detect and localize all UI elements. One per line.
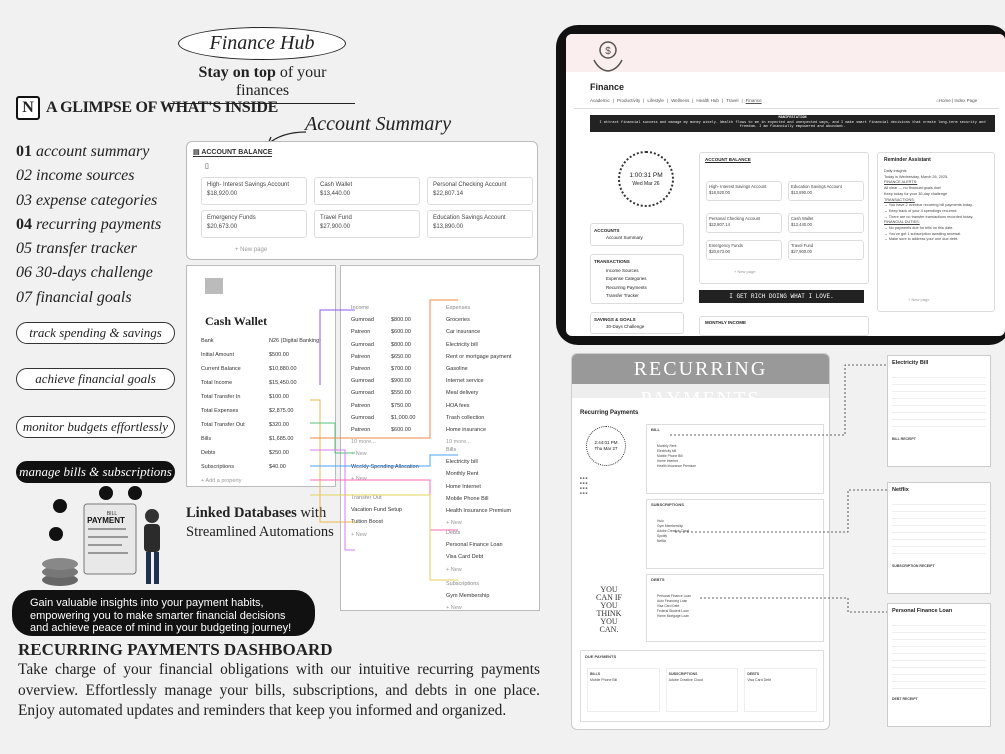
tagline-rest: of your finances xyxy=(235,64,327,99)
feature-label: expense categories xyxy=(32,191,158,209)
account-name: Cash Wallet xyxy=(320,182,353,188)
feature-num: 07 xyxy=(16,288,32,306)
due-payments-heading: DUE PAYMENTS xyxy=(585,654,617,659)
cover-band xyxy=(566,34,1005,72)
expense-row[interactable]: Rent or mortgage payment xyxy=(446,353,512,360)
income-name: Patreon xyxy=(351,402,371,409)
bill-row[interactable]: Mobile Phone Bill xyxy=(446,495,489,502)
clock-date: Wed Mar 26 xyxy=(632,181,660,187)
netflix-card xyxy=(887,482,991,594)
nav-lifestyle[interactable]: Lifestyle xyxy=(647,98,664,103)
home-icon: ⌂ xyxy=(936,98,939,103)
due-item[interactable]: Mobile Phone Bill xyxy=(590,678,618,682)
index-link[interactable]: Index Page xyxy=(954,98,978,103)
income-value: $750.00 xyxy=(391,402,411,409)
tablet-account-name: Travel Fund xyxy=(791,243,814,248)
prop-label: Total Expenses xyxy=(201,408,239,414)
due-col-heading: BILLS xyxy=(590,671,601,676)
reminder-line: Today is Wednesday, March 26, 2025. xyxy=(884,174,949,179)
bills-new-button[interactable]: + New xyxy=(446,520,462,527)
recurring-dashboard-body: Take charge of your financial obligations with our intuitive recurring payments overview. Effortlessly manage your bills, subscriptions, and debts in one place. Enjoy automated updates and reminders that keep you informed and organized. xyxy=(18,661,540,719)
debts-heading: Debts xyxy=(446,530,461,536)
recurring-title: Recurring Payments xyxy=(580,410,639,416)
account-summary-label: Account Summary xyxy=(305,113,452,135)
income-value: $650.00 xyxy=(391,353,411,360)
manifestation-title: MANIFESTATION xyxy=(778,116,807,120)
linked-rest: with xyxy=(296,505,327,521)
expense-row[interactable]: Electricity bill xyxy=(446,341,478,348)
expense-row[interactable]: Groceries xyxy=(446,317,470,324)
subscription-table-row[interactable]: Hulu xyxy=(657,518,664,523)
nav-health-hub[interactable]: Health Hub xyxy=(696,98,719,103)
account-balance-title: ACCOUNT BALANCE xyxy=(201,149,273,156)
home-link[interactable]: Home xyxy=(938,98,951,103)
wallet-icon: ▯ xyxy=(205,163,209,170)
reminder-line: → There are no transfer transactions recorded today. xyxy=(884,214,974,219)
person-head xyxy=(145,509,159,523)
bill-row[interactable]: Electricity bill xyxy=(446,459,478,466)
transfer-out-row[interactable]: Tuition Boost xyxy=(351,519,383,526)
expense-row[interactable]: Home insurance xyxy=(446,427,487,434)
bills-heading: Bills xyxy=(446,447,457,453)
person-body xyxy=(144,524,160,552)
debt-row[interactable]: Personal Finance Loan xyxy=(446,542,503,549)
bill-row[interactable]: Health Insurance Premium xyxy=(446,508,512,515)
tablet-account-card[interactable] xyxy=(788,240,864,260)
side-card-props xyxy=(892,619,986,691)
account-name: Education Savings Account xyxy=(433,215,506,221)
lightning-badge-icon xyxy=(128,486,142,500)
subscription-table-row[interactable]: Adobe Creative Cloud xyxy=(657,528,690,533)
prop-label: Total Transfer In xyxy=(201,394,241,400)
nav-income-sources[interactable]: Income Sources xyxy=(606,267,639,273)
expense-row[interactable]: Trash collection xyxy=(446,414,485,421)
feature-item xyxy=(16,213,161,237)
prop-value: $1,685.00 xyxy=(269,436,294,442)
recurring-dashboard-title: RECURRING PAYMENTS DASHBOARD xyxy=(18,640,333,659)
expense-row[interactable]: Internet service xyxy=(446,378,484,385)
feature-num: 02 xyxy=(16,167,32,185)
income-new-button[interactable]: + New xyxy=(351,451,367,458)
tablet-account-name: Cash Wallet xyxy=(791,216,814,221)
due-col-heading: SUBSCRIPTIONS xyxy=(668,671,698,676)
tablet-camera-notch xyxy=(559,145,565,187)
tablet-account-name: Education Savings Account xyxy=(791,184,842,189)
income-name: Gumroad xyxy=(351,390,374,397)
transfer-in-new-button[interactable]: + New xyxy=(351,476,367,483)
income-value: $1,000.00 xyxy=(391,414,416,421)
nav-expense-categories[interactable]: Expense Categories xyxy=(606,276,647,281)
feature-label: recurring payments xyxy=(32,215,162,233)
cash-wallet-title: Cash Wallet xyxy=(205,314,268,328)
feature-list xyxy=(16,140,161,310)
reminder-line: → Make sure to address your one due debt. xyxy=(884,237,959,242)
debt-table-row[interactable]: Federal Student Loan xyxy=(657,608,689,613)
monthly-income-heading: MONTHLY INCOME xyxy=(705,320,747,325)
feature-item xyxy=(16,189,161,213)
reminder-line: Keep today for your 30-day challenge xyxy=(884,191,948,196)
income-value: $800.00 xyxy=(391,341,411,348)
feature-item xyxy=(16,140,161,164)
debt-table-row[interactable]: Home Mortgage Loan xyxy=(657,613,689,618)
income-name: Gumroad xyxy=(351,414,374,421)
expenses-heading: Expenses xyxy=(446,305,471,311)
transfer-in-row[interactable]: Weekly Spending Allocation xyxy=(351,464,419,470)
side-card-footer: BILL RECEIPT xyxy=(892,437,916,441)
feature-num: 03 xyxy=(16,191,32,209)
income-value: $600.00 xyxy=(391,427,411,434)
tablet-account-card[interactable] xyxy=(706,240,782,260)
expenses-more[interactable]: 10 more... xyxy=(446,439,471,446)
debt-row[interactable]: Visa Card Debt xyxy=(446,554,484,561)
linked-line2: Streamlined Automations xyxy=(186,524,334,540)
reminder-new-page-button[interactable]: + New page xyxy=(908,297,930,302)
subscription-table-row[interactable]: Netflix xyxy=(657,538,667,543)
feature-label: account summary xyxy=(32,143,150,160)
prop-value: $320.00 xyxy=(269,422,289,428)
account-card[interactable] xyxy=(314,177,420,205)
nav-transfer-tracker[interactable]: Transfer Tracker xyxy=(606,293,639,298)
reminder-line: → No payments due for bills on this date. xyxy=(884,226,954,231)
account-balance-heading xyxy=(193,148,272,157)
side-card-footer: SUBSCRIPTION RECEIPT xyxy=(892,564,935,568)
feature-label: income sources xyxy=(32,167,135,185)
account-card[interactable] xyxy=(201,177,307,205)
recurring-clock xyxy=(586,426,626,466)
account-name: Personal Checking Account xyxy=(433,182,507,188)
income-value: $550.00 xyxy=(391,390,411,397)
prop-label: Bank xyxy=(201,338,214,344)
account-value: $27,900.00 xyxy=(320,224,351,230)
due-payments xyxy=(580,650,824,722)
bill-table-row[interactable]: Monthly Rent xyxy=(657,443,677,448)
subscription-table-row[interactable]: Spotify xyxy=(657,533,668,538)
prop-label: Subscriptions xyxy=(201,464,235,470)
nav-wellness[interactable]: Wellness xyxy=(671,98,690,103)
nav-productivity[interactable]: Productivity xyxy=(616,98,641,103)
account-card[interactable] xyxy=(427,210,533,238)
feature-num: 06 xyxy=(16,264,32,282)
prop-value: $15,450.00 xyxy=(269,380,297,386)
income-more[interactable]: 10 more... xyxy=(351,439,376,446)
reminder-line: Daily Insights xyxy=(884,169,907,173)
reminder-line: TRANSACTIONS: xyxy=(884,197,915,202)
svg-text:$: $ xyxy=(605,46,611,57)
prop-value: $250.00 xyxy=(269,450,289,456)
account-card[interactable] xyxy=(314,210,420,238)
finance-hub-title: Finance Hub xyxy=(178,27,346,60)
transactions-card xyxy=(590,254,684,304)
account-value: $20,673.00 xyxy=(207,224,238,230)
tablet-account-card[interactable] xyxy=(706,181,782,201)
reminder-assistant xyxy=(877,152,995,312)
reminder-line: FINANCIAL DUTIES: xyxy=(884,220,920,225)
income-value: $600.00 xyxy=(391,329,411,336)
feature-num: 01 xyxy=(16,143,32,160)
nav-30-days-challenge[interactable]: 30-Days Challenge xyxy=(606,324,645,329)
account-name: Travel Fund xyxy=(320,215,352,221)
monthly-income-card xyxy=(699,316,869,336)
prop-label: Current Balance xyxy=(201,366,241,372)
reminder-line: → Keep track of your 4 spendings recurred. xyxy=(884,208,958,213)
subscriptions-heading: Subscriptions xyxy=(446,581,480,587)
feature-item xyxy=(16,164,161,188)
pill-achieve-goals: achieve financial goals xyxy=(16,368,175,390)
recurring-clock-date: Thu Mar 27 xyxy=(594,446,618,451)
savings-heading: SAVINGS & GOALS xyxy=(594,317,636,322)
account-card[interactable] xyxy=(201,210,307,238)
pill-monitor-budgets: monitor budgets effortlessly xyxy=(16,416,175,438)
tablet-account-value: $22,807.14 xyxy=(709,221,730,227)
feature-label: financial goals xyxy=(32,288,132,306)
transfer-out-row[interactable]: Vacation Fund Setup xyxy=(351,507,402,514)
income-heading: Income xyxy=(351,305,370,311)
side-card-props xyxy=(892,371,986,431)
tablet-account-card[interactable] xyxy=(788,213,864,233)
due-columns xyxy=(581,664,823,716)
debt-table-row[interactable]: Personal Finance Loan xyxy=(657,593,691,598)
feature-item xyxy=(16,261,161,285)
debts-new-button[interactable]: + New xyxy=(446,566,462,573)
pill-track-spending: track spending & savings xyxy=(16,322,175,344)
bill-table-row[interactable]: Health Insurance Premium xyxy=(657,463,697,468)
tablet-account-value: $13,440.00 xyxy=(791,221,812,227)
subscriptions-table-heading: SUBSCRIPTIONS xyxy=(651,502,684,507)
pill-manage-bills: manage bills & subscriptions xyxy=(16,461,175,483)
recurring-clock-time: 2:44:01 PM xyxy=(594,440,618,445)
prop-label: Total Income xyxy=(201,380,233,386)
affirmation-banner: I GET RICH DOING WHAT I LOVE. xyxy=(699,290,864,303)
finance-page-title: Finance xyxy=(590,82,625,92)
bill-table-row[interactable]: Home Internet xyxy=(657,458,678,463)
income-value: $700.00 xyxy=(391,366,411,373)
prop-value: $500.00 xyxy=(269,352,289,358)
due-debts-col xyxy=(744,668,817,712)
clock-readout xyxy=(611,172,681,188)
bill-table-heading: BILL xyxy=(651,427,660,432)
feature-num: 04 xyxy=(16,215,32,233)
subscription-table-row[interactable]: Gym Membership xyxy=(657,523,684,528)
prop-value: N26 (Digital Banking) xyxy=(269,338,321,344)
transfer-out-heading: Transfer Out xyxy=(351,495,382,501)
feature-item xyxy=(16,286,161,310)
nav-recurring-payments[interactable]: Recurring Payments xyxy=(606,284,647,290)
account-name: Emergency Funds xyxy=(207,215,256,221)
tablet-account-name: High- Interest Savings Account xyxy=(709,184,767,189)
prop-value: $10,880.00 xyxy=(269,366,297,372)
income-name: Patreon xyxy=(351,427,371,434)
nav-travel[interactable]: Travel xyxy=(726,98,739,103)
feature-label: 30-days challenge xyxy=(32,264,153,282)
income-name: Gumroad xyxy=(351,317,374,324)
debt-table-row[interactable]: Visa Card Debt xyxy=(657,603,680,608)
debt-table-row[interactable]: Auto Financing Loan xyxy=(657,598,688,603)
new-page-button[interactable]: + New page xyxy=(235,247,268,253)
income-name: Patreon xyxy=(351,353,371,360)
personal-finance-loan-card xyxy=(887,603,991,727)
tagline-bold: Stay on top xyxy=(198,64,276,81)
bill-row[interactable]: Monthly Rent xyxy=(446,471,479,478)
account-card[interactable] xyxy=(427,177,533,205)
tablet-account-value: $13,890.00 xyxy=(791,189,812,195)
reminder-line: → You've got 1 subscription awaiting renewal. xyxy=(884,231,962,236)
nav-academic[interactable]: Academic xyxy=(590,98,610,103)
debts-table-heading: DEBTS xyxy=(651,577,665,582)
insights-callout: Gain valuable insights into your payment habits, empowering you to make smarter financial decisions and achieve peace of mind in your budgeting journey! xyxy=(12,590,315,636)
expense-row[interactable]: Meal delivery xyxy=(446,390,479,397)
reminder-body xyxy=(884,169,988,243)
bill-table-row[interactable]: Mobile Phone Bill xyxy=(657,453,683,458)
due-subscriptions-col xyxy=(666,668,739,712)
tablet-account-value: $18,920.00 xyxy=(709,189,730,195)
motivational-quote: YOU CAN IF YOU THINK YOU CAN. xyxy=(595,585,622,634)
reminder-line: FINANCE ALERTS: xyxy=(884,180,918,185)
prop-label: Total Transfer Out xyxy=(201,422,245,428)
expense-row[interactable]: Gasoline xyxy=(446,366,468,373)
side-card-props xyxy=(892,498,986,558)
account-balance-panel xyxy=(186,141,538,260)
side-card-title: Netflix xyxy=(892,487,909,493)
due-col-heading: DEBTS xyxy=(747,671,760,676)
due-bills-col xyxy=(587,668,660,712)
tablet-account-name: Emergency Funds xyxy=(709,243,743,248)
income-name: Patreon xyxy=(351,366,371,373)
glimpse-heading: A GLIMPSE OF WHAT'S INSIDE xyxy=(46,99,278,116)
prop-value: $40.00 xyxy=(269,464,286,470)
prop-value: $2,875.00 xyxy=(269,408,294,414)
income-name: Patreon xyxy=(351,329,371,336)
transfer-out-new-button[interactable]: + New xyxy=(351,531,367,538)
due-item[interactable]: Visa Card Debt xyxy=(747,678,772,682)
bill-row[interactable]: Home Internet xyxy=(446,483,481,490)
feature-num: 05 xyxy=(16,240,32,258)
accounts-heading: ACCOUNTS xyxy=(594,228,620,233)
add-property-button[interactable]: + Add a property xyxy=(201,478,242,484)
accounts-card xyxy=(590,223,684,246)
recurring-side-nav: ■ ■ ■ ■ ■ ■ ■ ■ ■ ■ ■ ■ xyxy=(580,476,588,495)
bill-label: BILL xyxy=(106,511,118,517)
fire-badge-icon xyxy=(49,527,63,541)
expense-row[interactable]: HOA fees xyxy=(446,402,470,409)
tablet-balance-heading: ACCOUNT BALANCE xyxy=(705,157,751,162)
money-hands-icon xyxy=(591,40,625,74)
account-value: $13,440.00 xyxy=(320,191,351,197)
manifestation-text: I attract financial success and manage my money wisely. Wealth flows to me in expected and unexpected ways, and I make smart financial decisions that create long-term security and freedom. I am financially empowered and abundant. xyxy=(599,120,986,129)
prop-value: $100.00 xyxy=(269,394,289,400)
payment-label: PAYMENT xyxy=(87,516,125,525)
savings-card xyxy=(590,312,684,334)
notion-logo-icon: N xyxy=(16,96,40,120)
tablet-account-name: Personal Checking Account xyxy=(709,216,761,221)
water-badge-icon xyxy=(53,499,67,513)
tagline xyxy=(170,64,355,104)
prop-label: Debts xyxy=(201,450,216,456)
income-name: Gumroad xyxy=(351,378,374,385)
electricity-bill-card xyxy=(887,355,991,467)
account-name: High- Interest Savings Account xyxy=(207,182,290,188)
side-card-footer: DEBT RECEIPT xyxy=(892,697,918,701)
nav-finance[interactable]: Finance xyxy=(745,98,762,103)
top-nav: Academic | Productivity | Lifestyle | Wellness | Health Hub | Travel | Finance xyxy=(590,98,762,103)
income-value: $800.00 xyxy=(391,317,411,324)
tablet-account-card[interactable] xyxy=(706,213,782,233)
subscriptions-new-button[interactable]: + New xyxy=(446,605,462,612)
prop-label: Initial Amount xyxy=(201,352,235,358)
expense-row[interactable]: Car insurance xyxy=(446,329,481,336)
prop-label: Bills xyxy=(201,436,212,442)
tablet-account-card[interactable] xyxy=(788,181,864,201)
manifestation-block xyxy=(590,115,995,132)
income-name: Gumroad xyxy=(351,341,374,348)
panel-connectors xyxy=(670,360,890,620)
account-value: $22,807.14 xyxy=(433,191,464,197)
wifi-badge-icon xyxy=(99,486,113,500)
due-item[interactable]: Adobe Creative Cloud xyxy=(668,678,703,682)
transactions-heading: TRANSACTIONS xyxy=(594,259,630,264)
wallet-page-icon xyxy=(205,278,223,294)
bill-table-row[interactable]: Electricity bill xyxy=(657,448,677,453)
tablet-new-page-button[interactable]: + New page xyxy=(734,269,756,274)
income-value: $900.00 xyxy=(391,378,411,385)
tablet-balance-card xyxy=(699,152,869,284)
reminder-line: All clear — no financial goals due! xyxy=(884,186,942,191)
feature-label: transfer tracker xyxy=(32,240,137,258)
recurring-banner: RECURRING PAYMENTS xyxy=(572,354,829,384)
tablet-screen xyxy=(566,34,1005,336)
subscription-row[interactable]: Gym Membership xyxy=(446,593,490,600)
side-card-title: Personal Finance Loan xyxy=(892,608,953,614)
reminder-line: → You have 2 overdue recurring bill payments today. xyxy=(884,203,973,208)
account-value: $18,920.00 xyxy=(207,191,238,197)
tablet-account-value: $27,900.00 xyxy=(791,248,812,254)
reminder-title: Reminder Assistant xyxy=(884,157,931,163)
clock-time: 1:00:31 PM xyxy=(629,172,663,179)
tablet-account-value: $20,673.00 xyxy=(709,248,730,254)
side-card-title: Electricity Bill xyxy=(892,360,929,366)
feature-item xyxy=(16,237,161,261)
nav-account-summary[interactable]: Account Summary xyxy=(606,235,643,240)
connector-lines xyxy=(280,290,470,590)
account-value: $13,890.00 xyxy=(433,224,464,230)
home-links: ⌂Home | Index Page xyxy=(936,98,978,103)
bill-payment-illustration xyxy=(28,484,178,592)
menu-icon: ▤ xyxy=(193,149,202,156)
linked-bold: Linked Databases xyxy=(186,505,297,521)
